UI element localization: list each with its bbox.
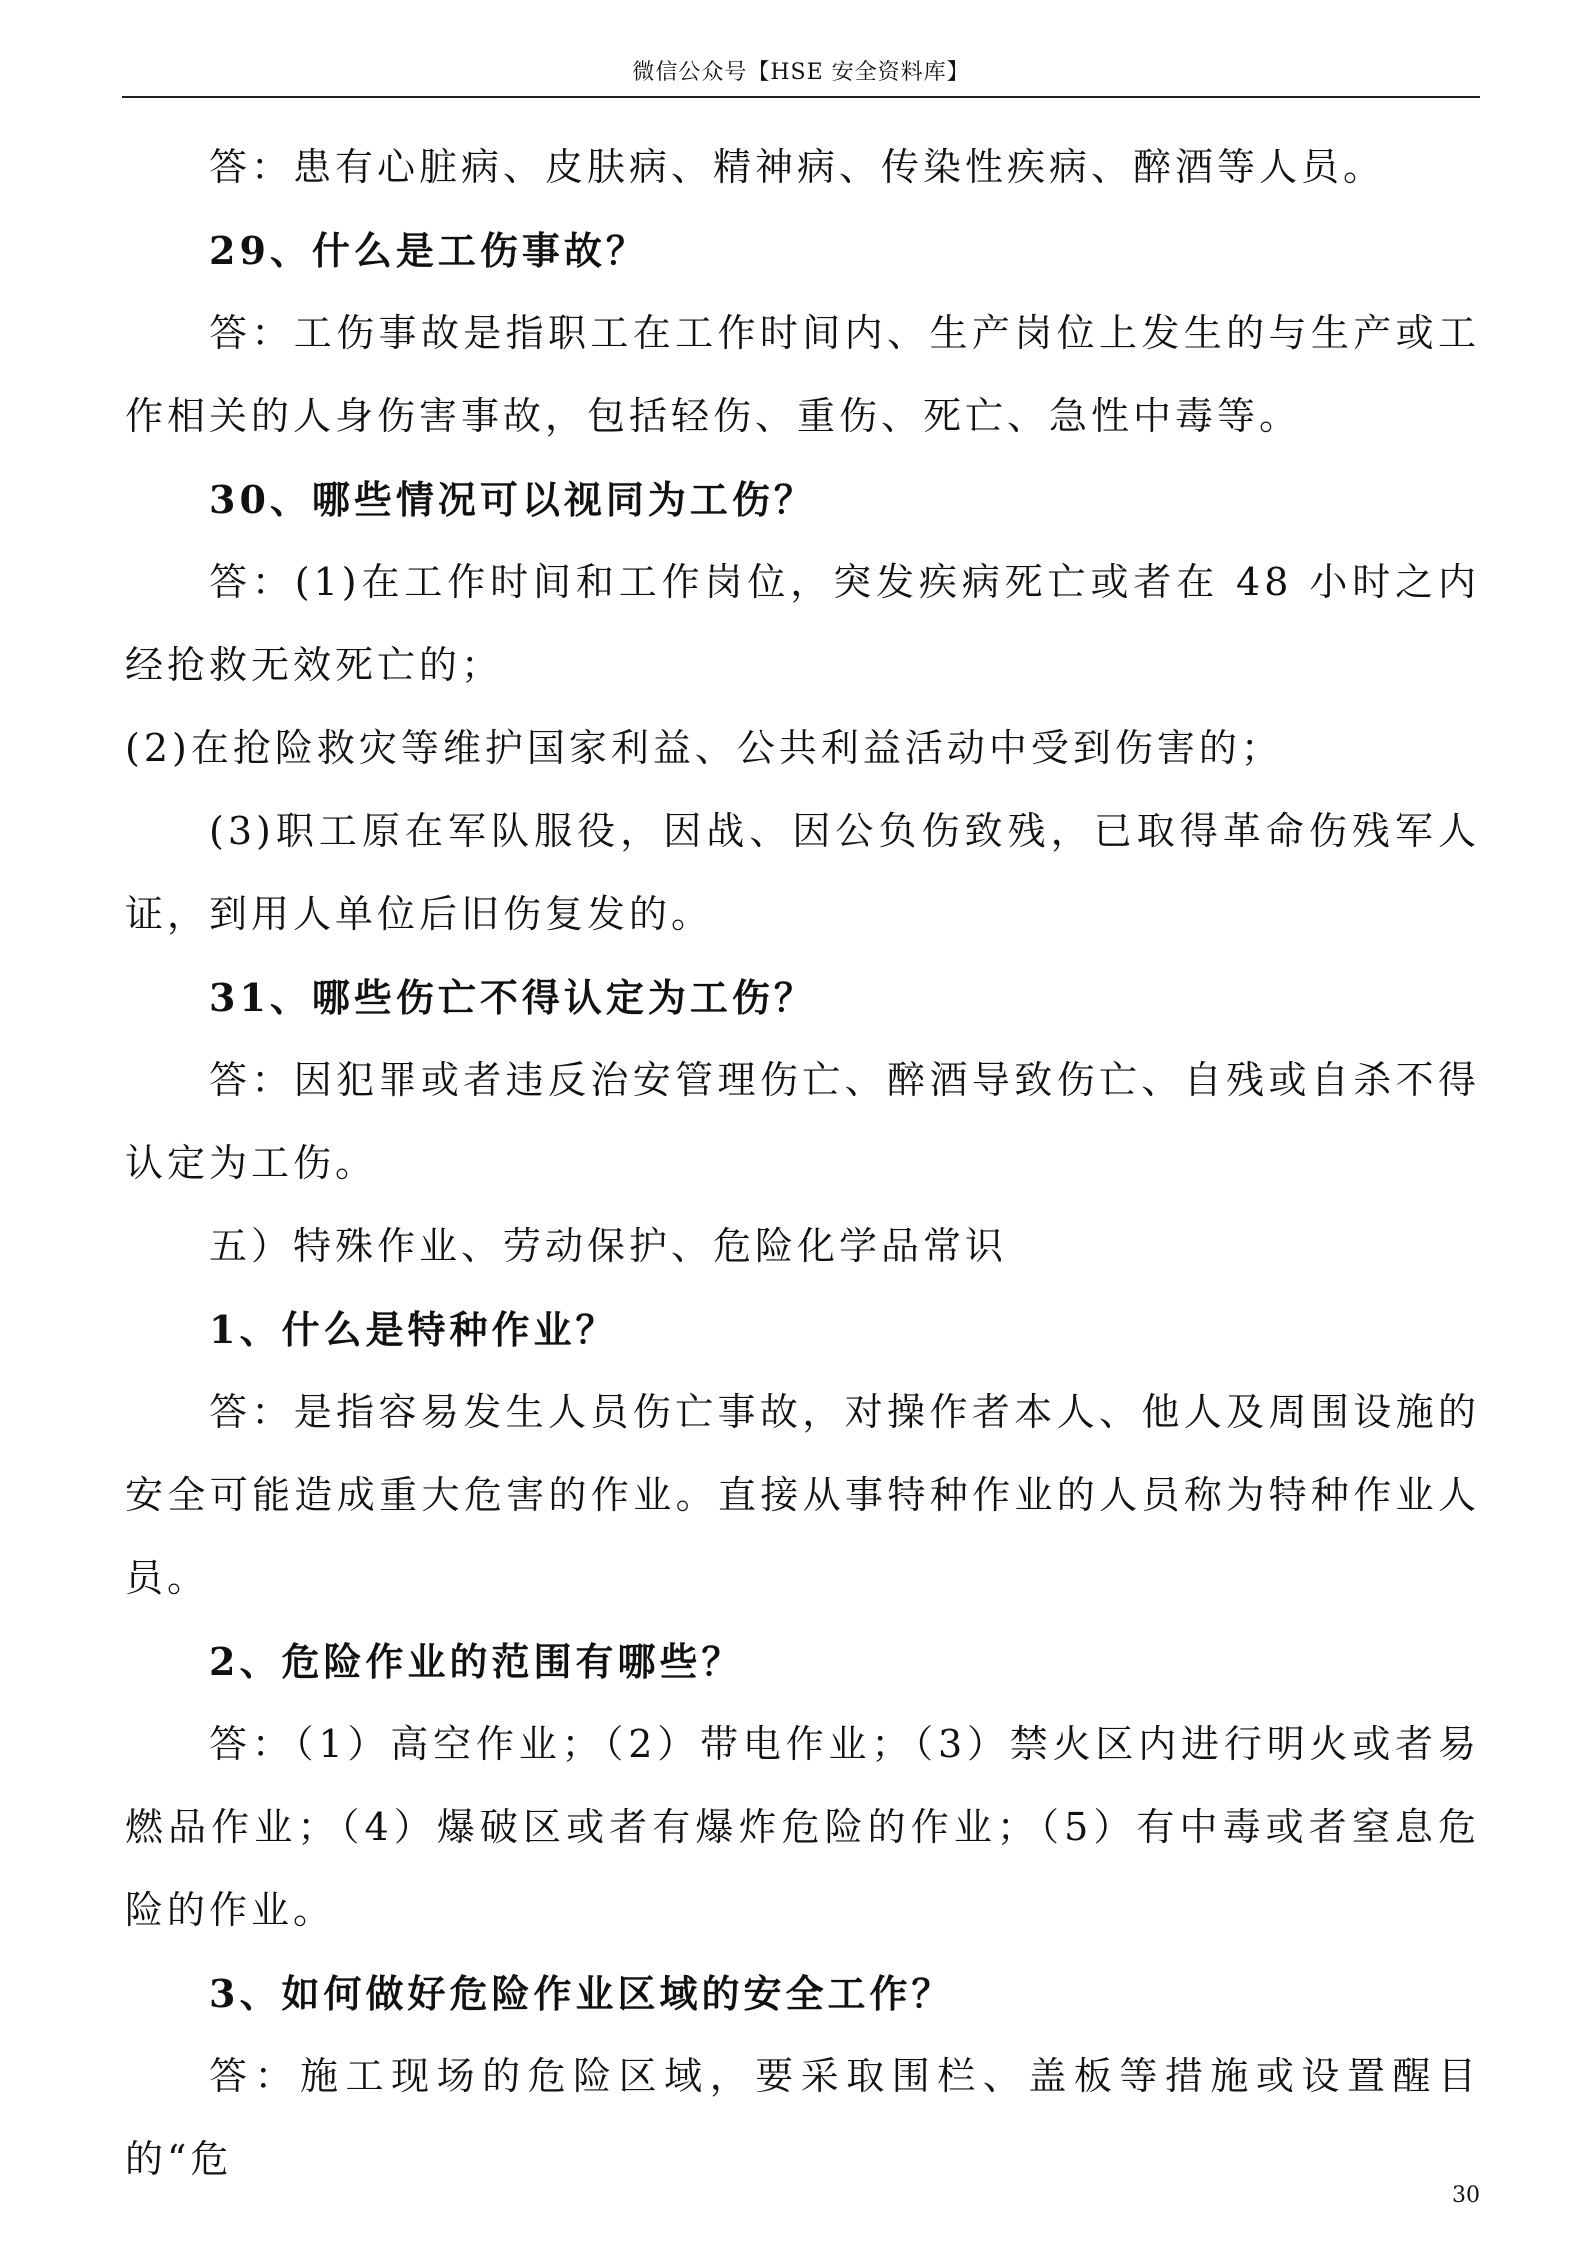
- question-heading: 29、什么是工伤事故？: [209, 228, 648, 273]
- header-divider: [122, 96, 1480, 98]
- answer-paragraph: 答：患有心脏病、皮肤病、精神病、传染性疾病、醉酒等人员。: [209, 145, 1386, 189]
- answer-paragraph: 答：（1）高空作业；（2）带电作业；（3）禁火区内进行明火或者易燃品作业；（4）爆破区或者有爆炸危险的作业；（5）有中毒或者窒息危险的作业。: [125, 1722, 1480, 1932]
- question-heading: 31、哪些伤亡不得认定为工伤？: [209, 975, 816, 1020]
- section-heading: 五）特殊作业、劳动保护、危险化学品常识: [209, 1224, 1008, 1268]
- answer-paragraph: 答：(1)在工作时间和工作岗位，突发疾病死亡或者在 48 小时之内经抢救无效死亡的；: [125, 560, 1480, 687]
- question-heading: 1、什么是特种作业？: [209, 1307, 618, 1352]
- answer-paragraph: 答：施工现场的危险区域，要采取围栏、盖板等措施或设置醒目的“危: [125, 2054, 1480, 2181]
- question-heading: 2、危险作业的范围有哪些？: [209, 1639, 744, 1684]
- answer-paragraph: 答：是指容易发生人员伤亡事故，对操作者本人、他人及周围设施的安全可能造成重大危害的作业。直接从事特种作业的人员称为特种作业人员。: [125, 1390, 1480, 1600]
- answer-list-item: (3)职工原在军队服役，因战、因公负伤致残，已取得革命伤残军人证，到用人单位后旧伤复发的。: [125, 809, 1480, 936]
- page-header: 微信公众号【HSE 安全资料库】: [632, 60, 970, 85]
- answer-paragraph: 答：因犯罪或者违反治安管理伤亡、醉酒导致伤亡、自残或自杀不得认定为工伤。: [125, 1058, 1480, 1185]
- answer-paragraph: 答：工伤事故是指职工在工作时间内、生产岗位上发生的与生产或工作相关的人身伤害事故，包括轻伤、重伤、死亡、急性中毒等。: [125, 311, 1480, 438]
- answer-list-item: (2)在抢险救灾等维护国家利益、公共利益活动中受到伤害的；: [125, 726, 1283, 770]
- document-body: [125, 126, 1480, 2201]
- question-heading: 3、如何做好危险作业区域的安全工作？: [209, 1971, 954, 2016]
- page-number: 30: [1452, 2183, 1480, 2208]
- question-heading: 30、哪些情况可以视同为工伤？: [209, 477, 816, 522]
